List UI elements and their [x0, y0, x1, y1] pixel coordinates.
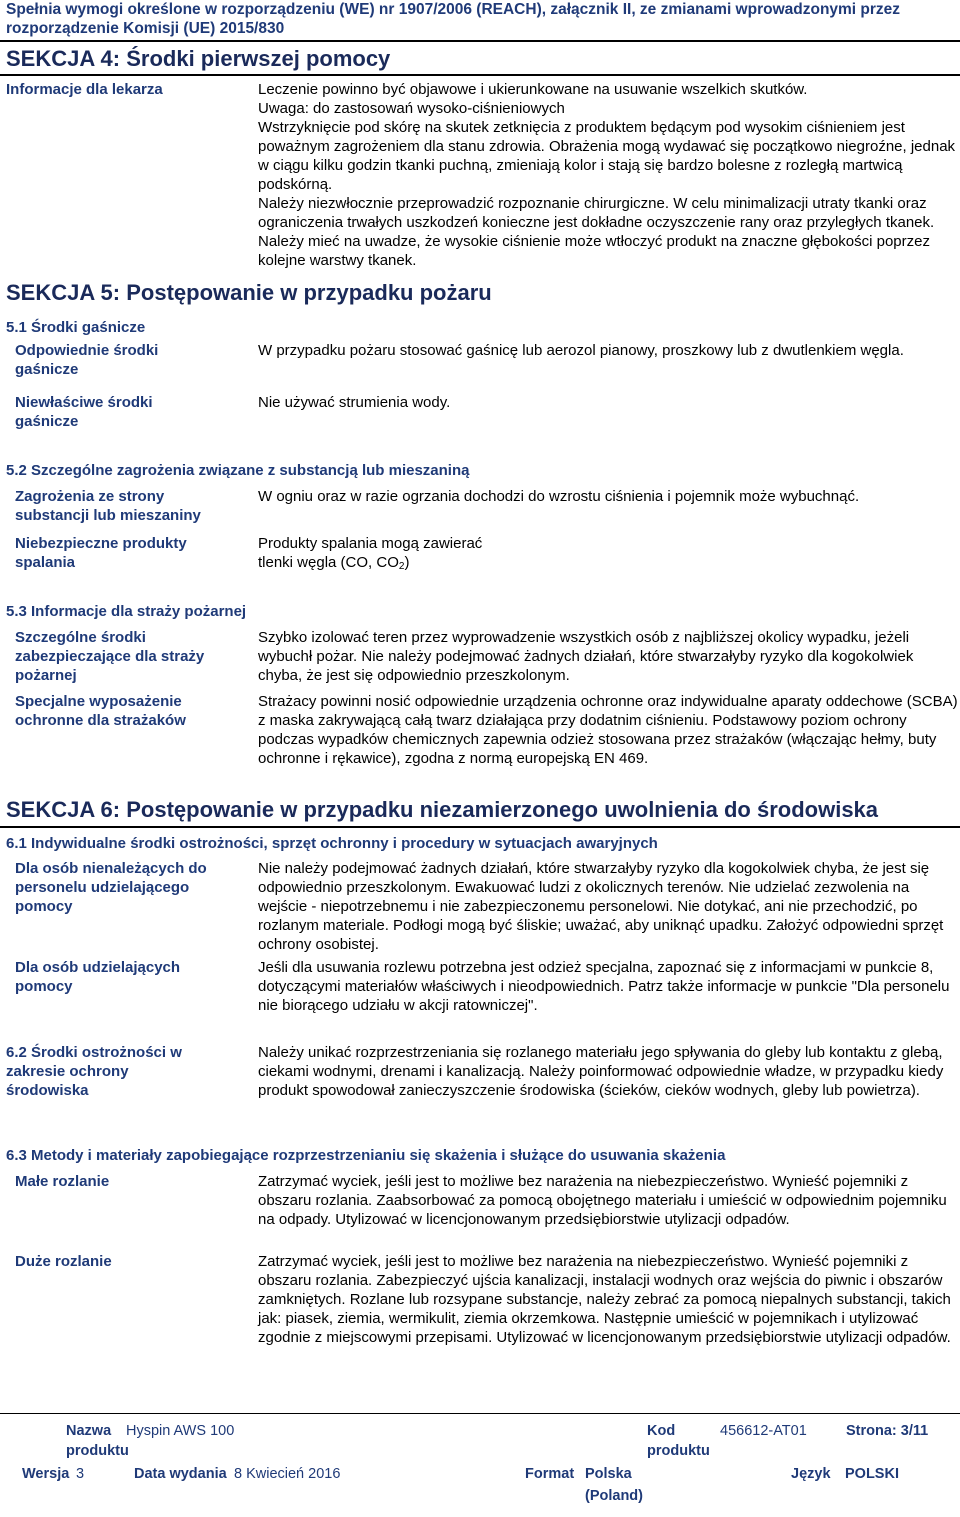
hazards-label: Zagrożenia ze strony substancji lub mieszaniny: [15, 488, 201, 524]
section-6-1-title: 6.1 Indywidualne środki ostrożności, sprzęt ochronny i procedury w sytuacjach awaryjnych: [6, 835, 658, 852]
footer-version-value: 3: [76, 1466, 85, 1482]
emergency-responders-text: Jeśli dla usuwania rozlewu potrzebna jest odzież specjalna, zapoznać się z informacjami w punkcie 8, dotyczącymi materiałów właściwych i nieodpowiednich. Patrz także informacje w punkcie "Dla personelu nie biorącego udziału w akcji ratowniczej".: [258, 959, 950, 1014]
footer-name-label-1: Nazwa: [66, 1423, 112, 1439]
section-6-divider: [0, 826, 960, 828]
protective-equipment-label: Specjalne wyposażenie ochronne dla strażaków: [15, 693, 186, 729]
section-6-2-text: Należy unikać rozprzestrzeniania się rozlanego materiału jego spływania do gleby lub kontaktu z glebą, ciekami wodnymi, drenami i kanalizacją. Należy poinformować odpowiednie władze, w przypadku kiedy produkt spowodował zanieczyszczenie środowiska (ścieków, cieków wodnych, gleby lub powietrza).: [258, 1044, 944, 1099]
hazards-text: W ogniu oraz w razie ogrzania dochodzi do wzrostu ciśnienia i pojemnik może wybuchnąć.: [258, 488, 860, 505]
doctor-info-text-1: Leczenie powinno być objawowe i ukierunkowane na usuwanie wszelkich skutków.: [258, 81, 808, 98]
header-divider: [0, 40, 960, 42]
section-6-title: SEKCJA 6: Postępowanie w przypadku niezamierzonego uwolnienia do środowiska: [6, 797, 879, 822]
emergency-responders-label: Dla osób udzielających pomocy: [15, 959, 181, 995]
unsuitable-media-text: Nie używać strumienia wody.: [258, 394, 451, 411]
footer-format-value-2: (Poland): [585, 1488, 643, 1504]
combustion-text-1: Produkty spalania mogą zawierać: [258, 535, 483, 552]
footer-code-label-2: produktu: [647, 1443, 710, 1459]
footer-format-value-1: Polska: [585, 1466, 632, 1482]
section-5-1-title: 5.1 Środki gaśnicze: [6, 319, 146, 336]
doctor-info-text-2: Uwaga: do zastosowań wysoko-ciśnieniowych: [258, 100, 565, 117]
suitable-media-label: Odpowiednie środki gaśnicze: [15, 342, 159, 378]
non-emergency-text: Nie należy podejmować żadnych działań, które stwarzałyby ryzyko dla kogokolwiek chyba, że jest się odpowiednio przeszkolonym. Ewakuować ludzi z okolicznych terenów. Nie udzielać zezwolenia na wejście - niepotrzebnemu i nie zabezpieczonemu personelowi. Nie dotykać, ani nie przechodzić, po rozlanym materiale. Podłogi mogą być śliskie; uważać, aby uniknąć upadku. Założyć odpowiedni sprzęt ochrony osobistej.: [258, 860, 944, 953]
doctor-info-label: Informacje dla lekarza: [6, 81, 163, 98]
large-spill-label: Duże rozlanie: [15, 1253, 112, 1270]
doctor-info-text-4: Należy niezwłocznie przeprowadzić rozpoznanie chirurgiczne. W celu minimalizacji utraty tkanki oraz ograniczenia trwałych uszkodzeń konieczne jest dokładne oczyszczenie rany oraz przyległych tkanek. Należy mieć na uwadze, że wysokie ciśnienie może wtłoczyć produkt na znaczne głębokości poprzez kolejne warstwy tkanek.: [258, 195, 935, 269]
footer-product-code: 456612-AT01: [720, 1423, 807, 1439]
small-spill-text: Zatrzymać wyciek, jeśli jest to możliwe bez narażenia na niebezpieczeństwo. Wynieść pojemniki z obszaru rozlania. Zaabsorbować za pomocą obojętnego materiału i umieścić w odpowiednim pojemniku na odpady. Utylizować w licencjonowanym przedsiębiorstwie utylizacji odpadów.: [258, 1173, 947, 1228]
footer-format-label: Format: [525, 1466, 575, 1482]
footer-product-name: Hyspin AWS 100: [126, 1423, 235, 1439]
doctor-info-text-3: Wstrzyknięcie pod skórę na skutek zetknięcia z produktem będącym pod wysokim ciśnieniem jest poważnym zagrożeniem dla stanu zdrowia. Obrażenia mogą wydawać się początkowo niegroźne, jednak w ciągu kilku godzin tkanki puchną, zmieniają kolor i stają się bardzo bolesne z rozległą martwicą podskórną.: [258, 119, 956, 193]
section-6-3-title: 6.3 Metody i materiały zapobiegające rozprzestrzenianiu się skażenia i służące do usuwania skażenia: [6, 1147, 726, 1164]
section-5-2-title: 5.2 Szczególne zagrożenia związane z substancją lub mieszaniną: [6, 462, 470, 479]
section-5-3-title: 5.3 Informacje dla straży pożarnej: [6, 603, 247, 620]
footer-divider: [0, 1413, 960, 1414]
footer-page-number: Strona: 3/11: [846, 1423, 929, 1439]
small-spill-label: Małe rozlanie: [15, 1173, 110, 1190]
protective-equipment-text: Strażacy powinni nosić odpowiednie urządzenia ochronne oraz indywidualne aparaty oddechowe (SCBA) z maska zakrywającą całą twarz działająca przy dodatnim ciśnieniu. Podstawowy poziom ochrony podczas wypadków chemicznych zapewnia odzież stosowana przez strażaków (włączając hełmy, buty ochronne i rękawice), zgodna z normą europejską EN 469.: [258, 693, 958, 767]
protective-measures-label: Szczególne środki zabezpieczające dla straży pożarnej: [15, 629, 205, 684]
footer-language-value: POLSKI: [845, 1466, 899, 1482]
suitable-media-text: W przypadku pożaru stosować gaśnicę lub aerozol pianowy, proszkowy lub z dwutlenkiem węgla.: [258, 342, 904, 359]
combustion-text-2: tlenki węgla (CO, CO2): [258, 554, 410, 572]
section-4-title: SEKCJA 4: Środki pierwszej pomocy: [6, 46, 391, 71]
footer-name-label-2: produktu: [66, 1443, 129, 1459]
large-spill-text: Zatrzymać wyciek, jeśli jest to możliwe bez narażenia na niebezpieczeństwo. Wynieść pojemniki z obszaru rozlania. Zabezpieczyć ujścia kanalizacji, instalacji wodnych oraz wejścia do piwnic i obszarów zamkniętych. Rozlane lub rozsypane substancje, należy zebrać za pomocą niepalnych substancji, takich jak: piasek, ziemia, wermikulit, ziemia okrzemkowa. Następnie umieścić w pojemnikach i utylizować zgodnie z miejscowymi przepisami. Utylizować w licencjonowanym przedsiębiorstwie utylizacji odpadów.: [258, 1253, 951, 1346]
document-header: Spełnia wymogi określone w rozporządzeniu (WE) nr 1907/2006 (REACH), załącznik II, ze zmianami wprowadzonymi przez rozporządzenie Komisji (UE) 2015/830: [6, 1, 901, 37]
footer-version-label: Wersja: [22, 1466, 70, 1482]
footer-date-value: 8 Kwiecień 2016: [234, 1466, 341, 1482]
footer-date-label: Data wydania: [134, 1466, 227, 1482]
section-6-2-label: 6.2 Środki ostrożności w zakresie ochrony środowiska: [6, 1044, 182, 1099]
footer-code-label-1: Kod: [647, 1423, 676, 1439]
non-emergency-label: Dla osób nienależących do personelu udzielającego pomocy: [15, 860, 207, 915]
protective-measures-text: Szybko izolować teren przez wyprowadzenie wszystkich osób z najbliższej okolicy wypadku, jeżeli wybuchł pożar. Nie należy podejmować żadnych działań, które stwarzałyby ryzyko dla kogokolwiek chyba, że jest się odpowiednio przeszkolonym.: [258, 629, 914, 684]
combustion-label: Niebezpieczne produkty spalania: [15, 535, 187, 571]
footer-language-label: Język: [791, 1466, 831, 1482]
section-5-title: SEKCJA 5: Postępowanie w przypadku pożaru: [6, 280, 492, 305]
section-4-divider: [0, 74, 960, 76]
unsuitable-media-label: Niewłaściwe środki gaśnicze: [15, 394, 153, 430]
